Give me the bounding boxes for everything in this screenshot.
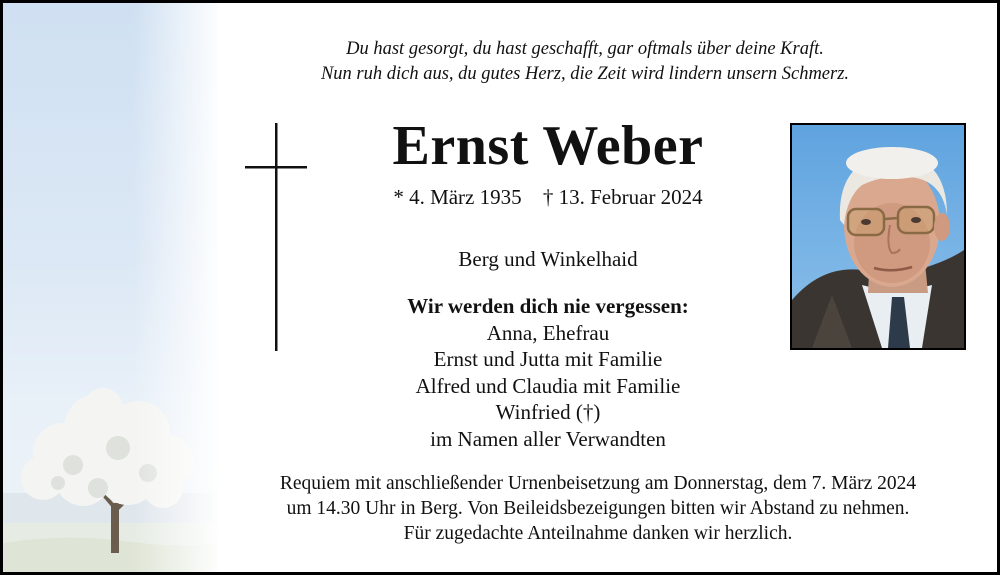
mourner-line: Ernst und Jutta mit Familie [433,347,663,371]
poem-line-1: Du hast gesorgt, du hast geschafft, gar oftmals über deine Kraft. [346,39,824,59]
service-info [223,471,973,546]
mourner-line: Anna, Ehefrau [486,320,610,345]
mourner-line: Alfred und Claudia mit Familie [415,373,681,398]
poem [235,37,935,87]
poem-line-2: Nun ruh dich aus, du gutes Herz, die Zeit wird lindern unsern Schmerz. [320,64,850,84]
birth-date: * 4. März 1935 [393,185,522,209]
residence: Berg und Winkelhaid [458,247,638,271]
mourners-block [343,293,753,452]
latin-cross-icon [243,123,313,355]
mourner-line: im Namen aller Verwandten [430,426,666,451]
service-line-1: Requiem mit anschließender Urnenbeisetzung am Donnerstag, dem 7. März 2024 [279,473,917,494]
service-line-3: Für zugedachte Anteilnahme danken wir herzlich. [403,523,793,544]
life-dates [343,185,753,210]
service-line-2: um 14.30 Uhr in Berg. Von Beileidsbezeigungen bitten wir Abstand zu nehmen. [286,498,910,519]
mourners-heading: Wir werden dich nie vergessen: [407,294,689,318]
mourner-line: Winfried (†) [495,400,601,424]
portrait-photo [790,123,966,350]
side-fade [133,3,223,572]
death-date: † 13. Februar 2024 [542,185,703,209]
deceased-name: Ernst Weber [392,115,704,177]
